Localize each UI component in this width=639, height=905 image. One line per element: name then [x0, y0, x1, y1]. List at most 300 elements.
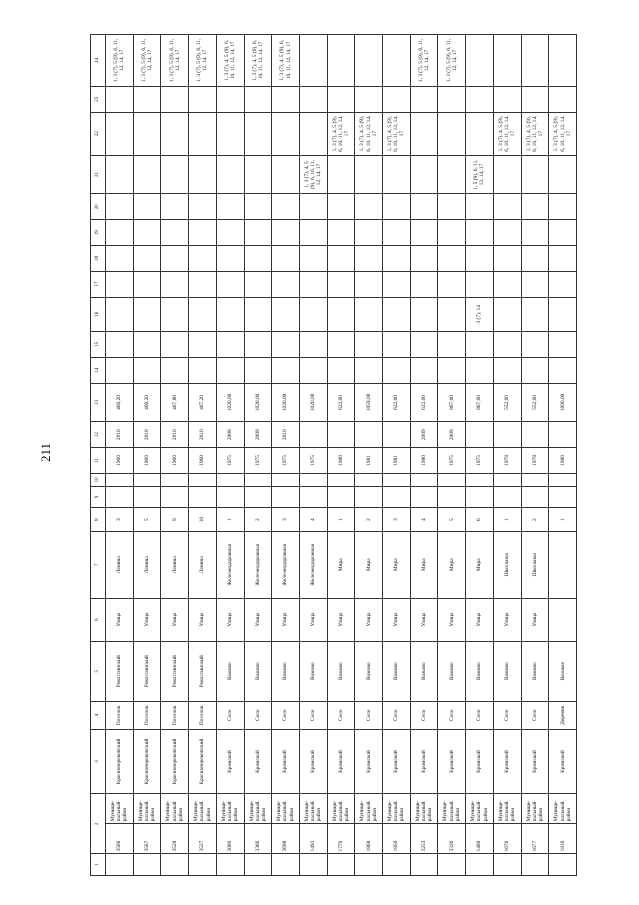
col-17 — [466, 271, 494, 297]
street-type: Улица — [216, 598, 244, 641]
record-id: 3528 — [161, 824, 189, 854]
col-20 — [521, 194, 549, 220]
col-24 — [466, 35, 494, 87]
year-repaired — [521, 422, 549, 448]
municipal-type: Муници-пальный район — [355, 794, 383, 824]
col-17 — [493, 271, 521, 297]
row-lead-cell — [216, 854, 244, 876]
col-19 — [355, 220, 383, 246]
row-lead-cell — [161, 854, 189, 876]
col-19 — [466, 220, 494, 246]
col-22 — [410, 112, 438, 155]
street-type: Улица — [133, 598, 161, 641]
municipal-type: Муници-пальный район — [438, 794, 466, 824]
record-id: 3080 — [216, 824, 244, 854]
house-number: 4 — [410, 508, 438, 532]
col-24: 1, 3 (7), 4, 5 (9), 6, 10, 11, 12, 14, 17 — [272, 35, 300, 87]
record-id: 3326 — [438, 824, 466, 854]
col-14 — [299, 357, 327, 383]
row-lead-cell — [244, 854, 272, 876]
col-9 — [272, 486, 300, 508]
col-21 — [272, 155, 300, 194]
register-table-frame — [90, 34, 577, 876]
street-type: Улица — [189, 598, 217, 641]
col-24 — [521, 35, 549, 87]
year-built: 1960 — [106, 448, 134, 474]
col-17 — [106, 271, 134, 297]
row-lead-cell — [410, 854, 438, 876]
column-number: 6 — [91, 598, 106, 641]
settlement-type: Село — [383, 701, 411, 729]
col-24 — [299, 35, 327, 87]
col-22: 1, 3 (7), 4, 5 (9), 6, 10, 11, 12, 14, 17 — [549, 112, 577, 155]
col-16 — [410, 297, 438, 331]
col-19 — [216, 220, 244, 246]
col-23 — [272, 86, 300, 112]
col-19 — [327, 220, 355, 246]
area: 1020,00 — [216, 383, 244, 422]
col-20 — [244, 194, 272, 220]
col-17 — [272, 271, 300, 297]
municipal-type: Муници-пальный район — [189, 794, 217, 824]
settlement-name: Вожово — [355, 641, 383, 701]
district-name: Красноперекопский — [161, 729, 189, 794]
area: 552,00 — [521, 383, 549, 422]
column-number: 9 — [91, 486, 106, 508]
settlement-type: Село — [299, 701, 327, 729]
col-18 — [133, 245, 161, 271]
record-id: 3366 — [244, 824, 272, 854]
rotated-page-content — [90, 34, 577, 876]
col-16 — [327, 297, 355, 331]
street-name: Мира — [438, 531, 466, 598]
col-23 — [189, 86, 217, 112]
settlement-type: Поселок — [189, 701, 217, 729]
col-23 — [493, 86, 521, 112]
house-number: 10 — [189, 508, 217, 532]
table-row — [383, 35, 411, 876]
record-id: 1493 — [299, 824, 327, 854]
col-22 — [106, 112, 134, 155]
year-built: 1975 — [272, 448, 300, 474]
col-20 — [272, 194, 300, 220]
street-type: Улица — [299, 598, 327, 641]
municipal-type: Муници-пальный район — [383, 794, 411, 824]
district-name: Кромской — [410, 729, 438, 794]
year-repaired: 2009 — [438, 422, 466, 448]
col-24: 1, 3 (7), 5 (9), 6, 11, 12, 14, 17 — [161, 35, 189, 87]
col-23 — [216, 86, 244, 112]
col-9 — [216, 486, 244, 508]
col-14 — [189, 357, 217, 383]
settlement-name: Рокоссинский — [133, 641, 161, 701]
col-20 — [549, 194, 577, 220]
house-number: 6 — [466, 508, 494, 532]
col-23 — [549, 86, 577, 112]
house-number: 9 — [161, 508, 189, 532]
district-name: Красноперекопский — [189, 729, 217, 794]
year-repaired — [355, 422, 383, 448]
column-number: 8 — [91, 508, 106, 532]
col-19 — [299, 220, 327, 246]
record-id: 1676 — [493, 824, 521, 854]
column-number: 23 — [91, 86, 106, 112]
col-10 — [466, 473, 494, 486]
street-name: Мира — [466, 531, 494, 598]
col-18 — [244, 245, 272, 271]
col-17 — [133, 271, 161, 297]
col-16 — [549, 297, 577, 331]
housing-register-table — [90, 34, 577, 876]
col-9 — [161, 486, 189, 508]
col-14 — [327, 357, 355, 383]
col-16 — [272, 297, 300, 331]
col-23 — [438, 86, 466, 112]
col-15 — [161, 331, 189, 357]
house-number: 1 — [327, 508, 355, 532]
street-type: Улица — [383, 598, 411, 641]
row-lead-cell — [383, 854, 411, 876]
record-id: 1850 — [383, 824, 411, 854]
col-16: 3 (7), 14 — [466, 297, 494, 331]
column-number: 13 — [91, 383, 106, 422]
record-id: 3527 — [189, 824, 217, 854]
settlement-name: Вожово — [299, 641, 327, 701]
col-23 — [327, 86, 355, 112]
settlement-type: Село — [438, 701, 466, 729]
col-18 — [410, 245, 438, 271]
municipal-type: Муници-пальный район — [299, 794, 327, 824]
col-14 — [106, 357, 134, 383]
col-9 — [549, 486, 577, 508]
record-id: 3698 — [272, 824, 300, 854]
street-type: Улица — [438, 598, 466, 641]
col-16 — [438, 297, 466, 331]
settlement-name: Вожово — [466, 641, 494, 701]
column-number: 7 — [91, 531, 106, 598]
col-10 — [299, 473, 327, 486]
record-id: 1779 — [327, 824, 355, 854]
settlement-type: Поселок — [161, 701, 189, 729]
col-18 — [106, 245, 134, 271]
col-10 — [383, 473, 411, 486]
col-14 — [383, 357, 411, 383]
col-9 — [133, 486, 161, 508]
col-21: 1, 5 (9), 6, 11, 12, 14, 17 — [466, 155, 494, 194]
area: 867,00 — [438, 383, 466, 422]
year-built: 1981 — [355, 448, 383, 474]
column-number: 15 — [91, 331, 106, 357]
year-built: 1980 — [410, 448, 438, 474]
column-number: 17 — [91, 271, 106, 297]
col-16 — [299, 297, 327, 331]
col-22 — [216, 112, 244, 155]
col-18 — [189, 245, 217, 271]
area: 867,00 — [466, 383, 494, 422]
row-lead-cell — [133, 854, 161, 876]
house-number: 2 — [521, 508, 549, 532]
col-23 — [383, 86, 411, 112]
col-21 — [438, 155, 466, 194]
col-10 — [133, 473, 161, 486]
row-lead-cell — [272, 854, 300, 876]
street-name: Железнодорожная — [244, 531, 272, 598]
col-22 — [189, 112, 217, 155]
col-20 — [133, 194, 161, 220]
settlement-name: Вожово — [244, 641, 272, 701]
settlement-type: Село — [493, 701, 521, 729]
col-17 — [355, 271, 383, 297]
record-id: 3253 — [410, 824, 438, 854]
year-built: 1975 — [216, 448, 244, 474]
col-19 — [521, 220, 549, 246]
house-number: 1 — [549, 508, 577, 532]
area: 1020,00 — [272, 383, 300, 422]
col-18 — [272, 245, 300, 271]
col-21 — [521, 155, 549, 194]
col-18 — [299, 245, 327, 271]
settlement-name: Вожово — [272, 641, 300, 701]
house-number: 5 — [438, 508, 466, 532]
year-built: 1980 — [549, 448, 577, 474]
col-10 — [549, 473, 577, 486]
area: 1020,00 — [244, 383, 272, 422]
street-type: Улица — [272, 598, 300, 641]
year-built: 1978 — [521, 448, 549, 474]
street-name: Ленина — [189, 531, 217, 598]
record-id: 1488 — [466, 824, 494, 854]
col-23 — [521, 86, 549, 112]
col-10 — [189, 473, 217, 486]
col-24: 1, 3 (7), 5 (9), 6, 11, 12, 14, 17 — [106, 35, 134, 87]
street-type: Улица — [327, 598, 355, 641]
col-22 — [161, 112, 189, 155]
col-18 — [493, 245, 521, 271]
col-18 — [383, 245, 411, 271]
year-repaired — [549, 422, 577, 448]
col-21 — [189, 155, 217, 194]
col-23 — [244, 86, 272, 112]
col-20 — [189, 194, 217, 220]
col-14 — [216, 357, 244, 383]
col-20 — [493, 194, 521, 220]
district-name: Кромской — [438, 729, 466, 794]
district-name: Кромской — [466, 729, 494, 794]
record-id: 3566 — [106, 824, 134, 854]
column-number: 3 — [91, 729, 106, 794]
col-21 — [410, 155, 438, 194]
col-19 — [438, 220, 466, 246]
row-lead-cell — [521, 854, 549, 876]
col-10 — [521, 473, 549, 486]
street-type: Улица — [161, 598, 189, 641]
column-number: 5 — [91, 641, 106, 701]
street-type: Улица — [521, 598, 549, 641]
record-id: 1868 — [355, 824, 383, 854]
street-type: Улица — [410, 598, 438, 641]
area: 622,00 — [383, 383, 411, 422]
col-18 — [327, 245, 355, 271]
street-type: Улица — [493, 598, 521, 641]
col-22 — [466, 112, 494, 155]
table-row — [410, 35, 438, 876]
record-id: 3567 — [133, 824, 161, 854]
col-21 — [493, 155, 521, 194]
col-20 — [466, 194, 494, 220]
area: 460,20 — [106, 383, 134, 422]
col-24: 1, 3 (7), 5 (9), 6, 11, 12, 14, 17 — [410, 35, 438, 87]
year-built: 1981 — [383, 448, 411, 474]
municipal-type: Муници-пальный район — [133, 794, 161, 824]
row-lead-cell — [549, 854, 577, 876]
col-24: 1, 3 (7), 4, 5 (9), 6, 10, 11, 12, 14, 17 — [216, 35, 244, 87]
col-9 — [106, 486, 134, 508]
col-16 — [216, 297, 244, 331]
col-24 — [549, 35, 577, 87]
col-14 — [272, 357, 300, 383]
district-name: Кромской — [355, 729, 383, 794]
settlement-name: Рокоссинский — [161, 641, 189, 701]
col-17 — [521, 271, 549, 297]
col-17 — [438, 271, 466, 297]
col-10 — [216, 473, 244, 486]
col-22: 1, 3 (7), 4, 5 (9), 6, 10, 11, 12, 14, 17 — [383, 112, 411, 155]
col-10 — [106, 473, 134, 486]
table-row — [299, 35, 327, 876]
row-lead-cell — [189, 854, 217, 876]
col-19 — [244, 220, 272, 246]
column-number: 14 — [91, 357, 106, 383]
col-17 — [189, 271, 217, 297]
col-9 — [189, 486, 217, 508]
col-14 — [438, 357, 466, 383]
col-21 — [549, 155, 577, 194]
col-19 — [410, 220, 438, 246]
district-name: Кромской — [272, 729, 300, 794]
municipal-type: Муници-пальный район — [493, 794, 521, 824]
col-19 — [549, 220, 577, 246]
col-16 — [106, 297, 134, 331]
area: 1020,00 — [299, 383, 327, 422]
year-built: 1960 — [161, 448, 189, 474]
settlement-name: Вожово — [438, 641, 466, 701]
col-24 — [327, 35, 355, 87]
col-22: 1, 3 (7), 4, 5 (9), 6, 10, 11, 12, 14, 17 — [521, 112, 549, 155]
col-15 — [521, 331, 549, 357]
settlement-type: Село — [244, 701, 272, 729]
col-10 — [355, 473, 383, 486]
column-number: 11 — [91, 448, 106, 474]
col-20 — [216, 194, 244, 220]
col-19 — [106, 220, 134, 246]
col-23 — [133, 86, 161, 112]
col-24: 1, 3 (7), 5 (9), 6, 11, 12, 14, 17 — [189, 35, 217, 87]
col-24: 1, 3 (7), 4, 5 (9), 6, 10, 11, 12, 14, 17 — [244, 35, 272, 87]
settlement-type: Село — [521, 701, 549, 729]
year-repaired: 2010 — [133, 422, 161, 448]
street-name: Ленина — [106, 531, 134, 598]
settlement-type: Село — [327, 701, 355, 729]
street-name: Мира — [410, 531, 438, 598]
district-name: Красноперекопский — [133, 729, 161, 794]
col-18 — [216, 245, 244, 271]
col-10 — [438, 473, 466, 486]
col-14 — [355, 357, 383, 383]
col-23 — [106, 86, 134, 112]
col-9 — [244, 486, 272, 508]
col-24 — [383, 35, 411, 87]
col-21 — [161, 155, 189, 194]
district-name: Кромской — [327, 729, 355, 794]
year-repaired: 2010 — [161, 422, 189, 448]
col-22: 1, 3 (7), 4, 5 (9), 6, 10, 11, 12, 14, 17 — [355, 112, 383, 155]
col-16 — [355, 297, 383, 331]
col-15 — [272, 331, 300, 357]
col-19 — [493, 220, 521, 246]
table-row — [272, 35, 300, 876]
col-10 — [410, 473, 438, 486]
col-10 — [272, 473, 300, 486]
record-id: 1677 — [521, 824, 549, 854]
year-repaired: 2010 — [106, 422, 134, 448]
settlement-type: Село — [355, 701, 383, 729]
col-15 — [466, 331, 494, 357]
column-number: 24 — [91, 35, 106, 87]
col-15 — [106, 331, 134, 357]
col-21 — [327, 155, 355, 194]
house-number: 1 — [216, 508, 244, 532]
street-type: Улица — [244, 598, 272, 641]
house-number: 4 — [299, 508, 327, 532]
area: 1059,00 — [355, 383, 383, 422]
col-24 — [493, 35, 521, 87]
year-repaired — [383, 422, 411, 448]
col-17 — [244, 271, 272, 297]
col-21 — [244, 155, 272, 194]
settlement-name: Вожово — [216, 641, 244, 701]
col-22 — [133, 112, 161, 155]
column-number: 22 — [91, 112, 106, 155]
municipal-type: Муници-пальный район — [106, 794, 134, 824]
area: 622,00 — [327, 383, 355, 422]
settlement-type: Поселок — [106, 701, 134, 729]
col-20 — [383, 194, 411, 220]
col-23 — [410, 86, 438, 112]
col-16 — [133, 297, 161, 331]
col-18 — [466, 245, 494, 271]
table-row — [216, 35, 244, 876]
municipal-type: Муници-пальный район — [216, 794, 244, 824]
col-22: 1, 3 (7), 4, 5 (9), 6, 10, 11, 12, 14, 17 — [327, 112, 355, 155]
settlement-name: Вожово — [383, 641, 411, 701]
year-repaired: 2009 — [244, 422, 272, 448]
column-number: 1 — [91, 854, 106, 876]
col-23 — [299, 86, 327, 112]
street-name: Железнодорожная — [216, 531, 244, 598]
settlement-type: Деревня — [549, 701, 577, 729]
area: 1690,00 — [549, 383, 577, 422]
house-number: 5 — [133, 508, 161, 532]
table-row — [327, 35, 355, 876]
year-repaired: 2009 — [410, 422, 438, 448]
street-name: Школьная — [493, 531, 521, 598]
col-21 — [133, 155, 161, 194]
table-row — [244, 35, 272, 876]
col-9 — [355, 486, 383, 508]
street-type: Улица — [106, 598, 134, 641]
year-built: 1975 — [466, 448, 494, 474]
col-14 — [161, 357, 189, 383]
